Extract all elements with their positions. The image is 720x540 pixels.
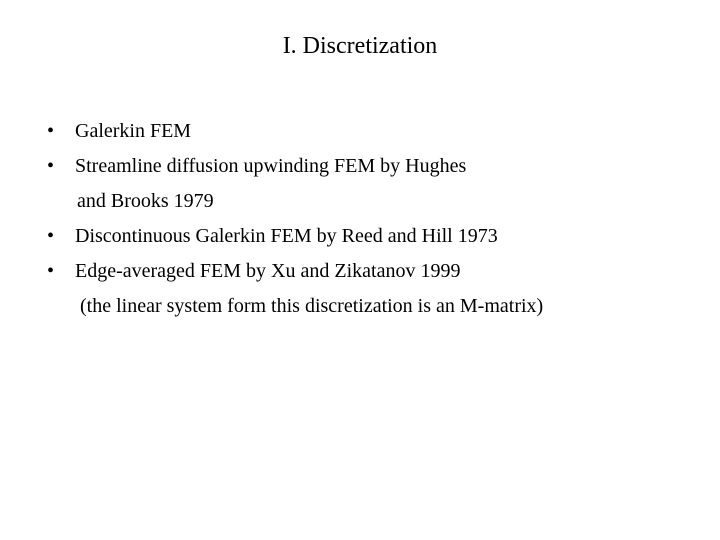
slide-title: I. Discretization bbox=[282, 33, 438, 59]
bullet-text: Galerkin FEM bbox=[75, 120, 192, 142]
bullet-item-discontinuous bbox=[47, 219, 707, 254]
bullet-icon: • bbox=[47, 120, 55, 142]
bullet-icon: • bbox=[47, 155, 55, 177]
bullet-content bbox=[75, 254, 543, 324]
bullet-item-edge-averaged bbox=[47, 254, 707, 324]
bullet-item-galerkin bbox=[47, 114, 707, 149]
bullet-text: Discontinuous Galerkin FEM by Reed and Hill 1973 bbox=[75, 225, 498, 247]
bullet-icon: • bbox=[47, 225, 55, 247]
bullet-text: Edge-averaged FEM by Xu and Zikatanov 1999 bbox=[75, 260, 461, 282]
bullet-icon: • bbox=[47, 260, 55, 282]
bullet-text: Streamline diffusion upwinding FEM by Hughes bbox=[75, 155, 467, 177]
bullet-item-streamline bbox=[47, 149, 707, 219]
bullet-content bbox=[75, 149, 466, 219]
bullet-continuation: (the linear system form this discretization is an M-matrix) bbox=[80, 295, 544, 317]
bullet-list bbox=[47, 114, 707, 324]
bullet-continuation: and Brooks 1979 bbox=[77, 190, 214, 212]
